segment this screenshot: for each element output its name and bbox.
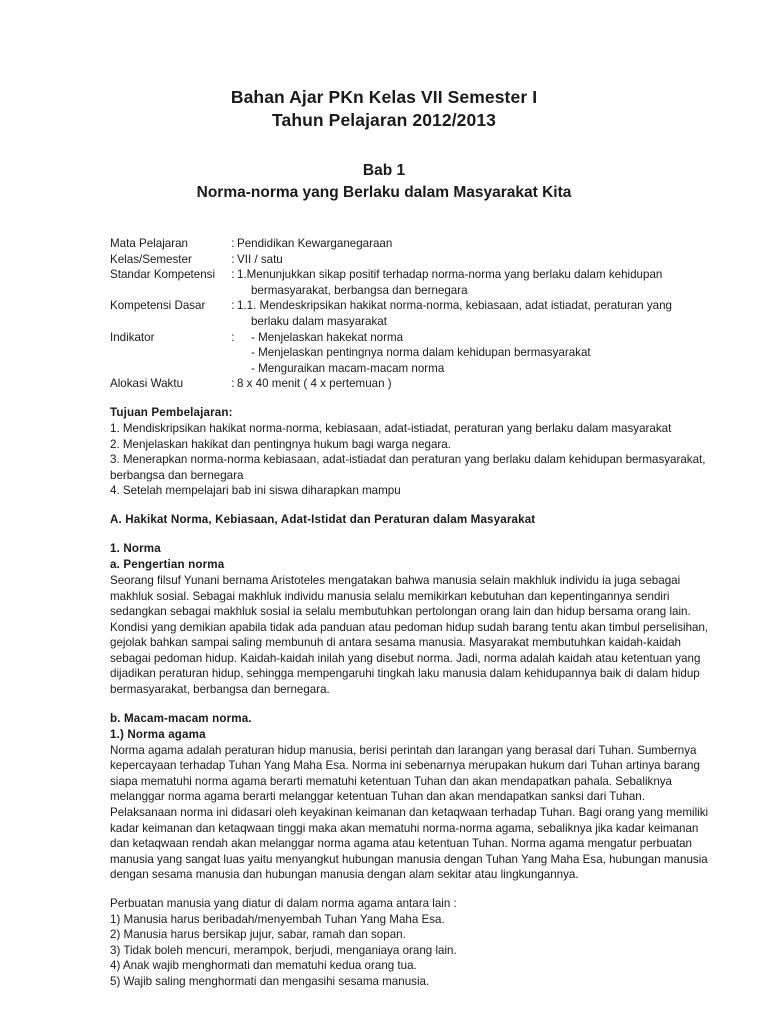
section-a: [110, 512, 709, 990]
list-item: 2) Manusia harus bersikap jujur, sabar, ramah dan sopan.: [110, 928, 406, 942]
meta-separator: :: [231, 252, 235, 266]
paragraph-pengertian-norma: [110, 573, 709, 698]
chapter-heading-block: [0, 160, 768, 204]
meta-label: Kompetensi Dasar: [110, 299, 206, 313]
paragraph-line: dan ketaqwaan rendah akan melanggar norma agama atau ketentuan Tuhan. Norma agama mengatur perbuatan: [110, 837, 693, 851]
document-title-block: [0, 86, 768, 132]
perbuatan-manusia-list-block: [110, 896, 672, 990]
list-item: 3. Menerapkan norma-norma kebiasaan, adat-istiadat dan peraturan yang berlaku dalam kehidupan bermasyarakat,: [110, 453, 706, 467]
table-row: [110, 267, 672, 298]
subsection-1-heading: 1. Norma: [110, 541, 161, 555]
table-row: [110, 376, 672, 392]
spacer: [110, 883, 672, 896]
meta-label: Alokasi Waktu: [110, 377, 184, 391]
meta-value: [237, 267, 672, 298]
indicator-item: - Menjelaskan hakekat norma: [250, 330, 404, 344]
paragraph-line: kepercayaan terhadap Tuhan Yang Maha Esa. Norma ini sebenarnya merupakan hukum dari Tuhan artinya barang: [110, 759, 700, 773]
chapter-title: Norma-norma yang Berlaku dalam Masyarakat Kita: [196, 184, 572, 201]
meta-label: Mata Pelajaran: [110, 237, 188, 250]
meta-value: Pendidikan Kewarganegaraan: [236, 237, 393, 250]
table-row: [110, 252, 672, 268]
paragraph-line: Pelaksanaan norma ini didasari oleh keyakinan keimanan dan ketaqwaan terhadap Tuhan. Bagi orang yang memiliki: [110, 806, 709, 820]
list-item: 5) Wajib saling menghormati dan mengasihi sesama manusia.: [110, 974, 430, 988]
indicator-item: - Menguraikan macam-macam norma: [250, 361, 445, 375]
subsection-1b-heading: b. Macam-macam norma.: [110, 711, 252, 725]
document-body: [110, 236, 709, 990]
spacer: [110, 698, 672, 711]
meta-label: Kelas/Semester: [110, 252, 192, 266]
table-row: [110, 298, 672, 329]
spacer: [110, 528, 672, 541]
meta-label: Indikator: [110, 330, 155, 344]
paragraph-line: siapa mematuhi norma agama berarti mematuhi ketentuan Tuhan dan akan mendapatkan pahala. Sebaliknya: [110, 774, 673, 788]
tujuan-heading: Tujuan Pembelajaran:: [110, 405, 233, 419]
list-item: 1) Manusia harus beribadah/menyembah Tuhan Yang Maha Esa.: [110, 912, 445, 926]
section-a-heading: A. Hakikat Norma, Kebiasaan, Adat-Istidat dan Peraturan dalam Masyarakat: [110, 512, 536, 526]
list-intro: Perbuatan manusia yang diatur di dalam norma agama antara lain :: [110, 897, 457, 910]
paragraph-norma-agama: [110, 743, 709, 883]
table-row: [110, 236, 672, 252]
list-item: 3) Tidak boleh mencuri, merampok, berjudi, menganiaya orang lain.: [110, 943, 457, 957]
paragraph-line: makhluk sosial. Sebagai makhluk individu manusia selalu memikirkan kebutuhan dan kepentingannya sendiri: [110, 589, 670, 603]
list-item: 2. Menjelaskan hakikat dan pentingnya hukum bagi warga negara.: [110, 437, 451, 451]
paragraph-line: kadar keimanan dan ketaqwaan tinggi maka akan mematuhi norma-norma agama, sebaliknya jika kadar keimanan: [110, 821, 699, 835]
paragraph-line: Norma agama adalah peraturan hidup manusia, berisi perintah dan larangan yang berasal dari Tuhan. Sumbernya: [110, 743, 697, 757]
list-item-continuation: berbangsa dan bernegara: [110, 468, 244, 482]
meta-value: VII / satu: [236, 252, 283, 266]
tujuan-list: [110, 421, 706, 499]
table-row: [110, 330, 672, 377]
meta-separator: :: [231, 237, 235, 250]
meta-value-line: 1.Menunjukkan sikap positif terhadap norma-norma yang berlaku dalam kehidupan: [236, 268, 663, 282]
page-title-line-1: Bahan Ajar PKn Kelas VII Semester I: [230, 87, 538, 107]
meta-separator: :: [231, 299, 235, 313]
page-title-line-2: Tahun Pelajaran 2012/2013: [272, 110, 496, 130]
tujuan-pembelajaran-section: [110, 405, 706, 499]
subsection-1a-heading: a. Pengertian norma: [110, 557, 225, 571]
meta-value-continuation: bermasyarakat, berbangsa dan bernegara: [250, 283, 468, 297]
meta-label: Standar Kompetensi: [110, 268, 216, 282]
meta-separator: :: [231, 330, 235, 344]
subsection-1b1-heading: 1.) Norma agama: [110, 727, 206, 741]
paragraph-line: manusia yang sangat luas yaitu menyangkut hubungan manusia dengan Tuhan Yang Maha Esa, hubungan manusia: [110, 852, 708, 866]
paragraph-line: gejolak bahkan sampai saling membunuh di antara sesama manusia. Masyarakat membutuhkan kaidah-kaidah: [110, 636, 681, 650]
paragraph-line: dijadikan peraturan hidup, sehingga mempengaruhi tingkah laku manusia dalam kehidupannya baik di dalam hidup: [110, 667, 700, 681]
meta-separator: :: [231, 268, 235, 282]
chapter-label: Bab 1: [362, 162, 406, 179]
meta-value: [237, 298, 672, 329]
lesson-metadata-table: [110, 236, 672, 392]
spacer: [110, 392, 672, 405]
paragraph-line: bermasyarakat, berbangsa dan bernegara.: [110, 683, 330, 697]
list-item: 4. Setelah mempelajari bab ini siswa diharapkan mampu: [110, 484, 401, 498]
list-item: 4) Anak wajib menghormati dan mematuhi kedua orang tua.: [110, 959, 417, 973]
meta-separator: :: [231, 377, 235, 391]
paragraph-line: dengan sesama manusia dan hubungan manusia dengan alam sekitar atau lingkungannya.: [110, 868, 579, 882]
list-item: 1. Mendiskripsikan hakikat norma-norma, kebiasaan, adat-istiadat, peraturan yang berlaku dalam masyarakat: [110, 421, 672, 435]
indicator-item: - Menjelaskan pentingnya norma dalam kehidupan bermasyarakat: [250, 346, 591, 360]
meta-value-continuation: berlaku dalam masyarakat: [250, 314, 387, 328]
meta-value-line: 1.1. Mendeskripsikan hakikat norma-norma, kebiasaan, adat istiadat, peraturan yang: [236, 299, 672, 313]
paragraph-line: Kondisi yang demikian apabila tidak ada panduan atau pedoman hidup sudah barang tentu akan timbul perselisihan,: [110, 620, 709, 634]
paragraph-line: melanggar norma agama berarti melanggar ketentuan Tuhan dan akan mendapatkan sanksi dari Tuhan.: [110, 790, 645, 804]
meta-value: [237, 330, 672, 377]
paragraph-line: Seorang filsuf Yunani bernama Aristoteles mengatakan bahwa manusia selain makhluk individu ia juga sebagai: [110, 573, 681, 587]
paragraph-line: sedangkan sebagai makhluk sosial ia selalu membutuhkan pertolongan orang lain dan hidup bersama orang lain.: [110, 605, 691, 619]
spacer: [110, 499, 672, 512]
paragraph-line: sebagai pedoman hidup. Kaidah-kaidah inilah yang disebut norma. Jadi, norma adalah kaidah atau ketentuan yang: [110, 651, 701, 665]
meta-value: 8 x 40 menit ( 4 x pertemuan ): [236, 377, 392, 391]
